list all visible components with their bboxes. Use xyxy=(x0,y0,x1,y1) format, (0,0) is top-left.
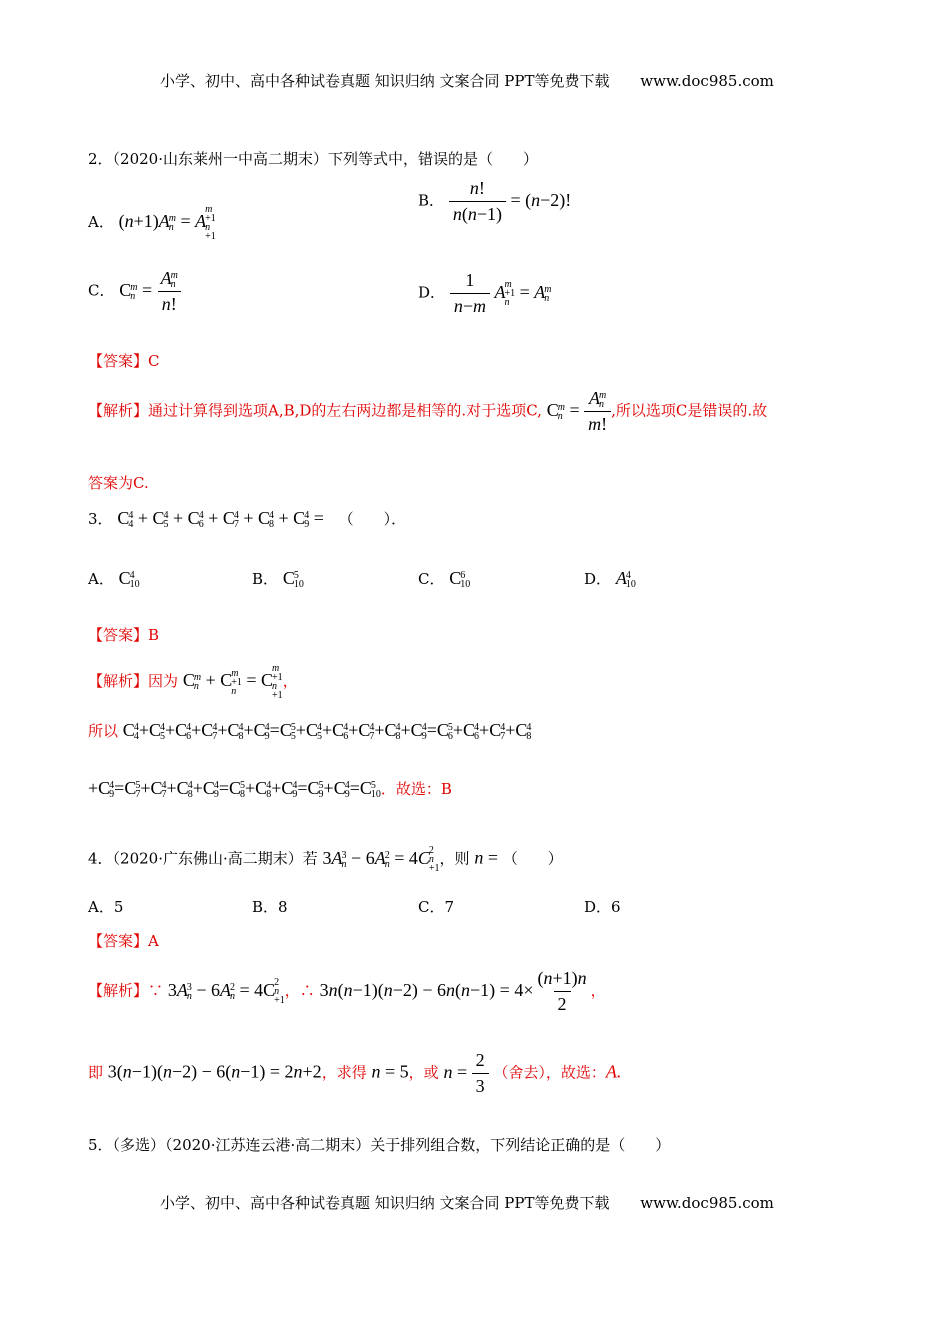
punctuation: ， xyxy=(282,672,298,691)
footer-site: www.doc985.com xyxy=(640,1194,774,1212)
analysis-text: （舍去），故选： xyxy=(493,1063,606,1082)
q5-stem: 5．（多选）（2020·江苏连云港·高二期末）关于排列组合数，下列结论正确的是（ ） xyxy=(88,1136,671,1154)
because-symbol: ∵ xyxy=(148,981,164,1000)
therefore-symbol: ，∴ xyxy=(284,981,315,1000)
final-choice: A. xyxy=(605,1061,622,1082)
q4-n-eq: n = xyxy=(474,847,498,868)
answer-value: A xyxy=(148,932,159,950)
q4-option-a: A．5 xyxy=(88,898,124,916)
q3-c-formula: C6 10 xyxy=(449,568,471,590)
q2-option-c xyxy=(88,268,182,315)
option-label: D． xyxy=(584,570,612,588)
analysis-text: 所以 xyxy=(88,722,119,740)
analysis-text: ，或 xyxy=(408,1063,439,1082)
q4-option-b: B．8 xyxy=(252,898,288,916)
q3-option-c xyxy=(418,568,470,589)
q3-stem xyxy=(88,508,406,529)
option-label: A． xyxy=(88,570,114,588)
option-label: B． xyxy=(418,191,445,210)
option-label: C． xyxy=(418,570,445,588)
q4-stem-formula: 3A3 n − 6A2 n = 4C2 n +1 xyxy=(322,845,440,874)
q3-analysis-line3 xyxy=(88,778,452,799)
q2-option-b xyxy=(418,178,571,225)
q2-answer xyxy=(88,350,160,371)
q3-b-formula: C5 10 xyxy=(282,568,304,590)
analysis-tag: 【解析】 xyxy=(88,981,149,1000)
q3-analysis xyxy=(88,664,298,700)
q2-option-d xyxy=(418,270,552,317)
footer-text: 小学、初中、高中各种试卷真题 知识归纳 文案合同 PPT等免费下载 xyxy=(160,1194,610,1212)
q2-c-formula: C m n = A m n n! xyxy=(119,280,182,300)
option-label: B． xyxy=(252,570,279,588)
answer-tag: 【答案】 xyxy=(88,626,149,644)
q4-option-d: D．6 xyxy=(584,898,621,916)
q4-analysis xyxy=(88,968,606,1015)
q3-option-b xyxy=(252,568,304,589)
header-text: 小学、初中、高中各种试卷真题 知识归纳 文案合同 PPT等免费下载 xyxy=(160,72,610,90)
question-text: 4．（2020·广东佛山·高二期末）若 xyxy=(88,849,318,868)
q2-stem: 2．（2020·山东莱州一中高二期末）下列等式中，错误的是（ ） xyxy=(88,150,538,168)
q2-analysis-end: 答案为C. xyxy=(88,474,149,492)
q3-analysis-formula-2: C4 4 +C4 5 +C4 6 +C4 7 +C4 8 +C4 9 =C5 5 +C4 5 +C4 6 +C4 7 +C4 8 +C4 9 =C5 6 +C4 6 +C4 7 +C4 8 xyxy=(122,720,532,742)
q2-option-a xyxy=(88,205,216,241)
q4-analysis-formula-1: 3A3 n − 6A2 n = 4C2 n +1 xyxy=(167,977,285,1006)
q4-option-c: C．7 xyxy=(418,898,455,916)
q4-analysis-line2 xyxy=(88,1050,621,1097)
q2-b-formula: $\frac{n!}{n(n-1)}$ = (n−2)! xyxy=(449,190,571,210)
q3-option-a xyxy=(88,568,140,589)
option-label: A． xyxy=(88,213,114,232)
question-tail: （ ）． xyxy=(338,510,407,528)
q3-analysis-line2 xyxy=(88,720,531,741)
q2-a-formula: (n+1)A m n = A m +1 n +1 xyxy=(118,204,216,242)
q3-option-d xyxy=(584,568,636,589)
option-label: D． xyxy=(418,283,446,302)
question-text: （ ） xyxy=(502,849,563,868)
q4-n-eq-frac: n = $\frac{2}{3}$ xyxy=(443,1062,488,1082)
q3-analysis-formula-3: +C4 9 =C5 7 +C4 7 +C4 8 +C4 9 =C5 8 +C4 8 +C4 9 =C5 9 +C4 9 =C5 10 xyxy=(88,778,381,800)
q2-analysis-formula: C m n = A m n m! xyxy=(547,400,611,420)
analysis-text: ，求得 xyxy=(321,1063,367,1082)
answer-value: B xyxy=(148,626,160,644)
answer-tag: 【答案】 xyxy=(88,932,149,950)
analysis-text: ,所以选项C是错误的.故 xyxy=(611,401,768,420)
analysis-text: 通过计算得到选项A,B,D的左右两边都是相等的.对于选项C, xyxy=(148,401,542,420)
q4-analysis-formula-3: 3(n−1)(n−2) − 6(n−1) = 2n+2 xyxy=(107,1061,322,1082)
q4-answer xyxy=(88,930,159,951)
q4-stem xyxy=(88,846,563,873)
q3-formula: C4 4 + C4 5 + C4 6 + C4 7 + C4 8 + C4 9 = xyxy=(117,508,324,530)
question-text: ，则 xyxy=(439,849,470,868)
page-header xyxy=(160,70,774,91)
q2-d-formula: $\frac{1}{n-m}$ A m +1 n = A m n xyxy=(450,282,552,302)
analysis-text: 即 xyxy=(88,1063,104,1082)
q4-analysis-formula-2: 3n(n−1)(n−2) − 6n(n−1) = 4× $\frac{(n+1)n}{2}$ xyxy=(319,968,587,1014)
punctuation: ， xyxy=(590,981,606,1000)
question-number: 3． xyxy=(88,510,113,528)
q2-analysis xyxy=(88,388,767,435)
analysis-tag: 【解析】 xyxy=(88,672,149,691)
analysis-tag: 【解析】 xyxy=(88,401,149,420)
answer-tag: 【答案】 xyxy=(88,352,149,370)
q4-n-eq-5: n = 5 xyxy=(371,1061,409,1082)
option-label: C． xyxy=(88,281,115,300)
q3-a-formula: C4 10 xyxy=(118,568,140,590)
q3-d-formula: A4 10 xyxy=(615,568,636,590)
answer-value: C xyxy=(148,352,160,370)
analysis-text: ．故选：B xyxy=(380,780,452,798)
header-site: www.doc985.com xyxy=(640,72,774,90)
page-footer xyxy=(160,1192,774,1213)
q3-answer xyxy=(88,624,159,645)
q3-analysis-formula-1: C m n + C m +1 n = C m +1 n +1 xyxy=(182,663,283,701)
analysis-text: 因为 xyxy=(148,672,179,691)
